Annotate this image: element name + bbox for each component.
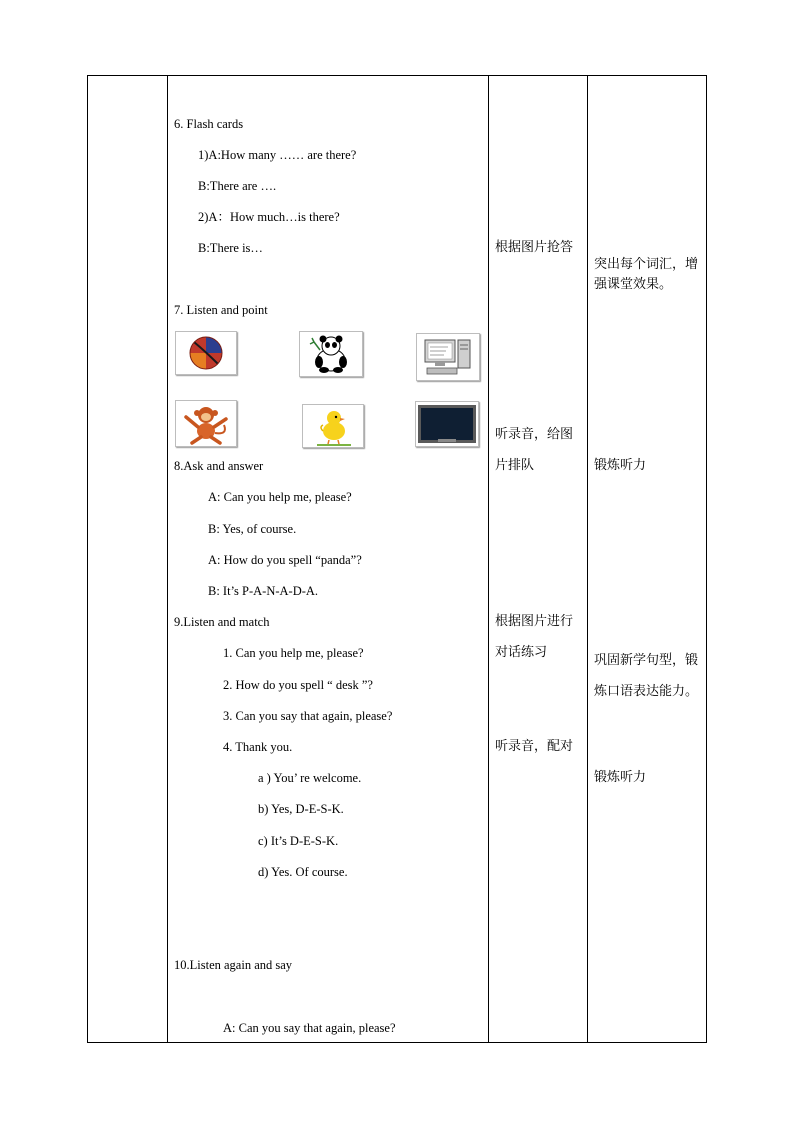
section-6-title: 6. Flash cards bbox=[174, 117, 244, 131]
section-9-answer-b: b) Yes, D-E-S-K. bbox=[258, 802, 344, 816]
section-6-line-3: 2)A：How much…is there? bbox=[198, 210, 340, 224]
section-8-line-2: B: Yes, of course. bbox=[208, 522, 297, 536]
purpose-vocabulary: 突出每个词汇，增强课堂效果。 bbox=[594, 257, 699, 292]
section-9-answer-c: c) It’s D-E-S-K. bbox=[258, 834, 339, 848]
section-8-line-1: A: Can you help me, please? bbox=[208, 490, 352, 504]
table-col-divider-2 bbox=[488, 75, 489, 1043]
section-8-line-4: B: It’s P-A-N-A-D-A. bbox=[208, 584, 319, 598]
activity-match: 听录音，配对 bbox=[495, 739, 574, 754]
table-bottom-border bbox=[87, 1042, 707, 1043]
section-9-question-1: 1. Can you help me, please? bbox=[223, 646, 364, 660]
section-8-line-3: A: How do you spell “panda”? bbox=[208, 553, 362, 567]
section-9-question-4: 4. Thank you. bbox=[223, 740, 293, 754]
computer-image bbox=[416, 333, 480, 381]
section-6-line-1: 1)A:How many …… are there? bbox=[198, 148, 357, 162]
purpose-listening-1: 锻炼听力 bbox=[594, 458, 647, 473]
activity-flash-cards: 根据图片抢答 bbox=[495, 240, 574, 255]
section-6-line-2: B:There are …. bbox=[198, 179, 277, 193]
table-right-border bbox=[706, 75, 707, 1043]
section-9-answer-d: d) Yes. Of course. bbox=[258, 865, 348, 879]
table-col-divider-3 bbox=[587, 75, 588, 1043]
blackboard-image bbox=[415, 401, 479, 447]
table-left-border bbox=[87, 75, 88, 1043]
section-9-answer-a: a ) You’ re welcome. bbox=[258, 771, 362, 785]
purpose-listening-2: 锻炼听力 bbox=[594, 770, 647, 785]
section-9-question-3: 3. Can you say that again, please? bbox=[223, 709, 393, 723]
activity-listen-line-1: 听录音，给图 bbox=[495, 427, 574, 442]
chick-image bbox=[302, 404, 364, 448]
activity-listen-line-2: 片排队 bbox=[495, 458, 535, 473]
section-7-title: 7. Listen and point bbox=[174, 303, 268, 317]
panda-image bbox=[299, 331, 363, 377]
activity-dialogue-line-2: 对话练习 bbox=[495, 645, 548, 660]
section-8-title: 8.Ask and answer bbox=[174, 459, 264, 473]
section-10-line-1: A: Can you say that again, please? bbox=[223, 1021, 396, 1035]
table-top-border bbox=[87, 75, 707, 76]
section-9-question-2: 2. How do you spell “ desk ”? bbox=[223, 678, 373, 692]
table-col-divider-1 bbox=[167, 75, 168, 1043]
purpose-speaking: 巩固新学句型，锻炼口语表达能力。 bbox=[594, 653, 699, 699]
section-10-title: 10.Listen again and say bbox=[174, 958, 293, 972]
section-6-line-4: B:There is… bbox=[198, 241, 263, 255]
monkey-image bbox=[175, 400, 237, 447]
activity-dialogue-line-1: 根据图片进行 bbox=[495, 614, 574, 629]
section-9-title: 9.Listen and match bbox=[174, 615, 270, 629]
ball-image bbox=[175, 331, 237, 375]
